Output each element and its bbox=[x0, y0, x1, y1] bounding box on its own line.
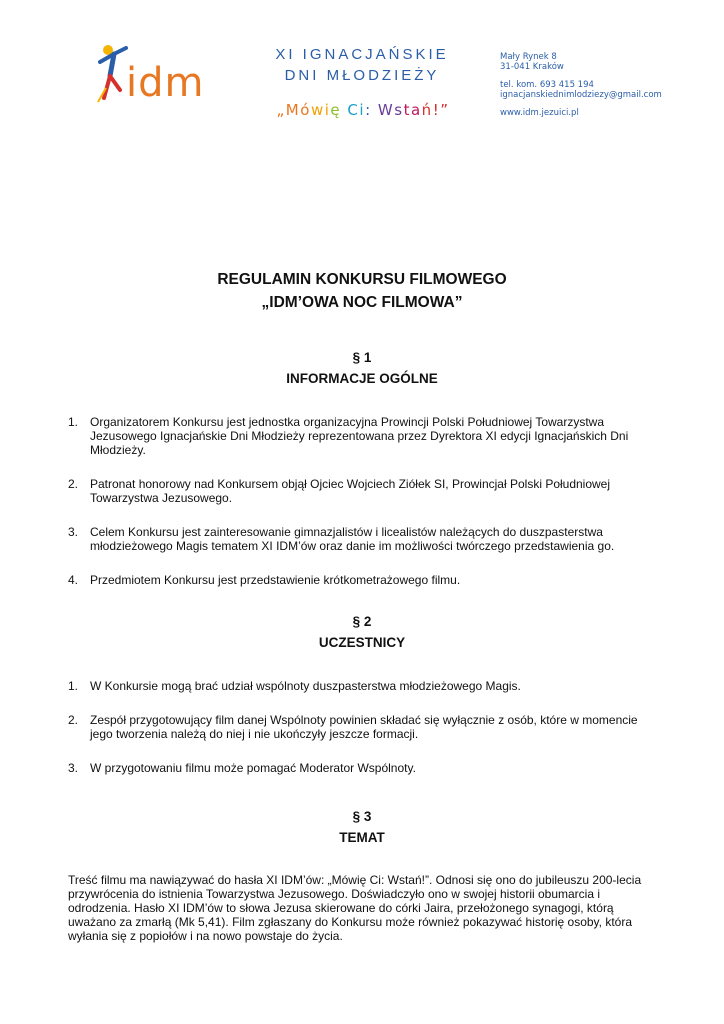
idm-logo-text: idm bbox=[126, 60, 205, 106]
motto-char: ę bbox=[330, 101, 342, 119]
motto-char: t bbox=[403, 101, 411, 119]
event-name-line-1: XI IGNACJAŃSKIE bbox=[275, 46, 449, 63]
motto-char: i bbox=[359, 101, 366, 119]
section-2-header bbox=[0, 611, 724, 653]
section-1-header bbox=[0, 347, 724, 389]
motto-char: M bbox=[285, 101, 301, 119]
motto-char: ń bbox=[421, 101, 433, 119]
motto-char: i bbox=[324, 101, 331, 119]
section-heading: INFORMACJE OGÓLNE bbox=[286, 371, 438, 386]
list-item: 3. W przygotowaniu filmu może pomagać Moderator Wspólnoty. bbox=[68, 761, 416, 775]
contact-info bbox=[500, 52, 662, 118]
motto-char: C bbox=[347, 101, 360, 119]
section-heading: UCZESTNICY bbox=[318, 635, 406, 650]
section-2-list bbox=[68, 679, 658, 795]
document-title bbox=[0, 268, 724, 314]
section-3-paragraph: Treść filmu ma nawiązywać do hasła XI IDM’ów: „Mówię Ci: Wstań!”. Odnosi się ono do jubileuszu 200-lecia przywrócenia do istnienia Towarzystwa Jezusowego. Doświadczyło ono w swojej historii obumarcia i odrodzenia. Hasło XI IDM’ów to słowa Jezusa skierowane do córki Jaira, przełożonego synagogi, którą uważano za zmarłą (Mk 5,41). Film zgłaszany do Konkursu może również pokazywać historię osoby, która wyłania się z popiołów i na nowo powstaje do życia. bbox=[68, 873, 642, 943]
motto-char: ó bbox=[300, 101, 311, 119]
letterhead bbox=[0, 0, 724, 140]
contact-city: 31-041 Kraków bbox=[500, 62, 564, 72]
list-item: 3. Celem Konkursu jest zainteresowanie gimnazjalistów i licealistów należących do duszpasterstwa młodzieżowego Magis tematem XI IDM’ów oraz danie im możliwości twórczego przedstawienia go. bbox=[68, 525, 615, 553]
motto-char: : bbox=[365, 101, 372, 119]
contact-phone: tel. kom. 693 415 194 bbox=[500, 80, 594, 90]
section-number: § 1 bbox=[352, 350, 372, 365]
motto-char: „ bbox=[276, 101, 286, 119]
event-name bbox=[272, 44, 452, 86]
motto-char: W bbox=[377, 101, 395, 119]
document-title-line-1: REGULAMIN KONKURSU FILMOWEGO bbox=[217, 271, 507, 288]
event-motto bbox=[268, 101, 458, 119]
contact-street: Mały Rynek 8 bbox=[500, 52, 557, 62]
event-name-line-2: DNI MŁODZIEŻY bbox=[284, 67, 440, 84]
contact-email: ignacjanskiednimlodziezy@gmail.com bbox=[500, 90, 662, 100]
section-heading: TEMAT bbox=[339, 830, 385, 845]
motto-char: ” bbox=[440, 101, 450, 119]
section-number: § 3 bbox=[352, 809, 372, 824]
document-title-line-2: „IDM’OWA NOC FILMOWA” bbox=[261, 294, 463, 311]
section-1-list bbox=[68, 415, 658, 607]
list-item: 2. Zespół przygotowujący film danej Wspólnoty powinien składać się wyłącznie z osób, które w momencie jego tworzenia należą do niej i nie ukończyły jeszcze formacji. bbox=[68, 713, 638, 741]
motto-char: w bbox=[310, 101, 325, 119]
section-number: § 2 bbox=[352, 614, 372, 629]
motto-char: a bbox=[410, 101, 422, 119]
list-item: 1. Organizatorem Konkursu jest jednostka organizacyjna Prowincji Polski Południowej Towarzystwa Jezusowego Ignacjańskie Dni Młodzieży reprezentowana przez Dyrektora XI edycji Ignacjańskich Dni Młodzieży. bbox=[68, 415, 629, 457]
section-3-header bbox=[0, 806, 724, 848]
list-item: 4. Przedmiotem Konkursu jest przedstawienie krótkometrażowego filmu. bbox=[68, 573, 461, 587]
motto-char: ! bbox=[432, 101, 441, 119]
list-item: 1. W Konkursie mogą brać udział wspólnoty duszpasterstwa młodzieżowego Magis. bbox=[68, 679, 521, 693]
list-item: 2. Patronat honorowy nad Konkursem objął Ojciec Wojciech Ziółek SI, Prowincjał Polski Południowej Towarzystwa Jezusowego. bbox=[68, 477, 611, 505]
motto-char: s bbox=[394, 101, 404, 119]
contact-website: www.idm.jezuici.pl bbox=[500, 108, 579, 118]
